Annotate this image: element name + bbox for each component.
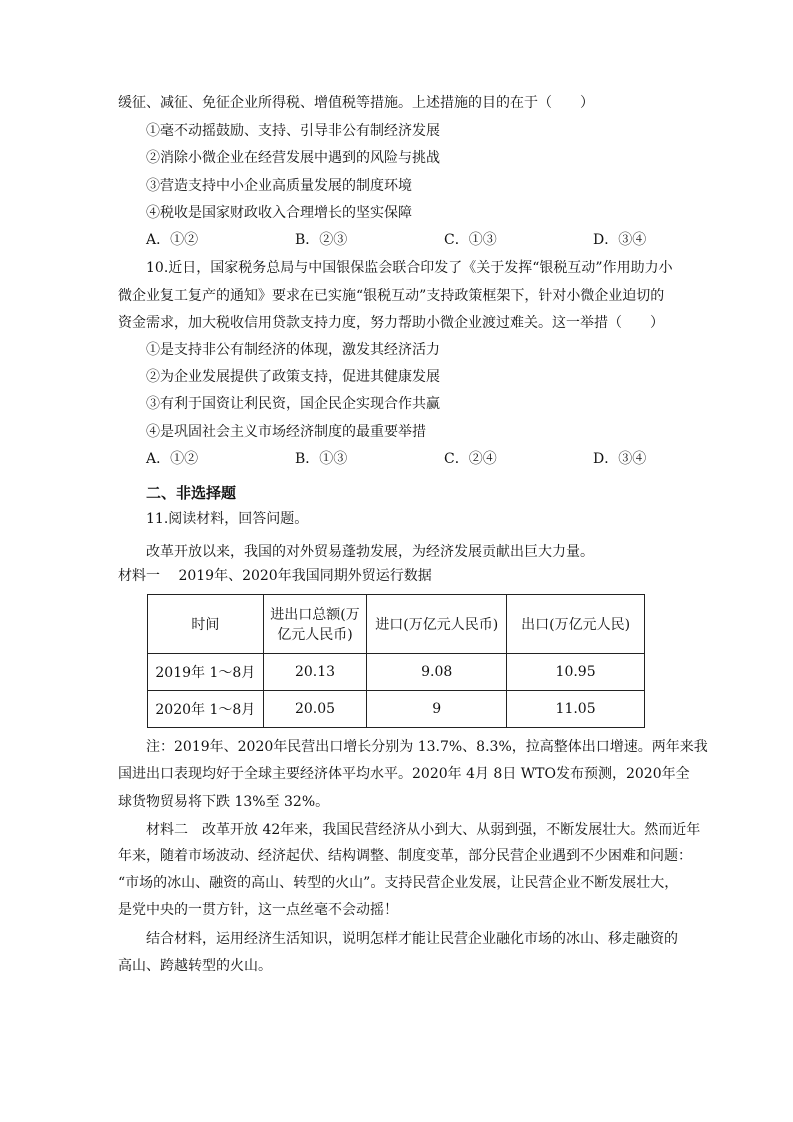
cell-export: 10.95 [507, 654, 645, 691]
trade-data-table [147, 594, 645, 728]
q10-item-2: ②为企业发展提供了政策支持，促进其健康发展 [146, 369, 440, 385]
material-2-line-3: “市场的冰山、融资的高山、转型的火山”。支持民营企业发展，让民营企业不断发展壮大， [118, 875, 679, 891]
q8-option-a: A．①② [146, 232, 199, 248]
table-row [148, 691, 645, 728]
table-row [148, 654, 645, 691]
q11-lead: 改革开放以来，我国的对外贸易蓬勃发展，为经济发展贡献出巨大力量。 [146, 544, 594, 560]
question-line-2: 高山、跨越转型的火山。 [118, 958, 272, 974]
note-line-1: 注：2019年、2020年民营出口增长分别为 13.7%、8.3%，拉高整体出口增速。两年来我 [146, 739, 708, 755]
q10-line-1: 10.近日，国家税务总局与中国银保监会联合印发了《关于发挥“银税互动”作用助力小 [146, 260, 673, 276]
section-title: 二、非选择题 [146, 484, 237, 502]
header-import: 进口(万亿元人民币) [367, 595, 507, 654]
q8-option-b: B．②③ [295, 232, 348, 248]
header-time: 时间 [148, 595, 264, 654]
material-2-line-1: 材料二 改革开放 42年来，我国民营经济从小到大、从弱到强，不断发展壮大。然而近年 [146, 822, 701, 838]
q11-intro: 11.阅读材料，回答问题。 [146, 511, 309, 527]
q10-item-3: ③有利于国资让利民资，国企民企实现合作共赢 [146, 396, 440, 412]
header-export: 出口(万亿元人民) [507, 595, 645, 654]
q8-option-d: D．③④ [593, 232, 647, 248]
q10-option-c: C．②④ [444, 451, 497, 467]
q10-option-d: D．③④ [593, 451, 647, 467]
cell-export: 11.05 [507, 691, 645, 728]
cell-import: 9.08 [367, 654, 507, 691]
material-2-line-2: 年来，随着市场波动、经济起伏、结构调整、制度变革，部分民营企业遇到不少困难和问题： [118, 848, 692, 864]
table-header-row [148, 595, 645, 654]
question-line-1: 结合材料，运用经济生活知识，说明怎样才能让民营企业融化市场的冰山、移走融资的 [146, 931, 678, 947]
q10-line-3: 资金需求，加大税收信用贷款支持力度，努力帮助小微企业渡过难关。这一举措（ ） [118, 315, 664, 331]
cell-total: 20.13 [263, 654, 367, 691]
cell-total: 20.05 [263, 691, 367, 728]
q10-option-a: A．①② [146, 451, 199, 467]
cell-time: 2020年 1～8月 [148, 691, 264, 728]
material-1-title: 材料一 2019年、2020年我国同期外贸运行数据 [118, 568, 432, 584]
q8-item-3: ③营造支持中小企业高质量发展的制度环境 [146, 178, 412, 194]
q8-item-2: ②消除小微企业在经营发展中遇到的风险与挑战 [146, 150, 440, 166]
q10-line-2: 微企业复工复产的通知》要求在已实施“银税互动”支持政策框架下，针对小微企业迫切的 [118, 288, 665, 304]
header-total-line-1: 进出口总额(万 [270, 607, 360, 623]
note-line-2: 国进出口表现均好于全球主要经济体平均水平。2020年 4月 8日 WTO发布预测，2020年全 [118, 766, 690, 782]
question-8-tail: 缓征、减征、免征企业所得税、增值税等措施。上述措施的目的在于（ ） [118, 95, 594, 111]
note-line-3: 球货物贸易将下跌 13%至 32%。 [118, 794, 330, 810]
q8-option-c: C．①③ [444, 232, 497, 248]
q10-item-1: ①是支持非公有制经济的体现，激发其经济活力 [146, 342, 440, 358]
cell-time: 2019年 1～8月 [148, 654, 264, 691]
header-total [263, 595, 367, 654]
q10-item-4: ④是巩固社会主义市场经济制度的最重要举措 [146, 424, 426, 440]
material-2-line-4: 是党中央的一贯方针，这一点丝毫不会动摇！ [118, 902, 398, 918]
q8-item-4: ④税收是国家财政收入合理增长的坚实保障 [146, 205, 412, 221]
cell-import: 9 [367, 691, 507, 728]
q8-item-1: ①毫不动摇鼓励、支持、引导非公有制经济发展 [146, 123, 440, 139]
header-total-line-2: 亿元人民币) [277, 627, 353, 643]
q10-option-b: B．①③ [295, 451, 348, 467]
